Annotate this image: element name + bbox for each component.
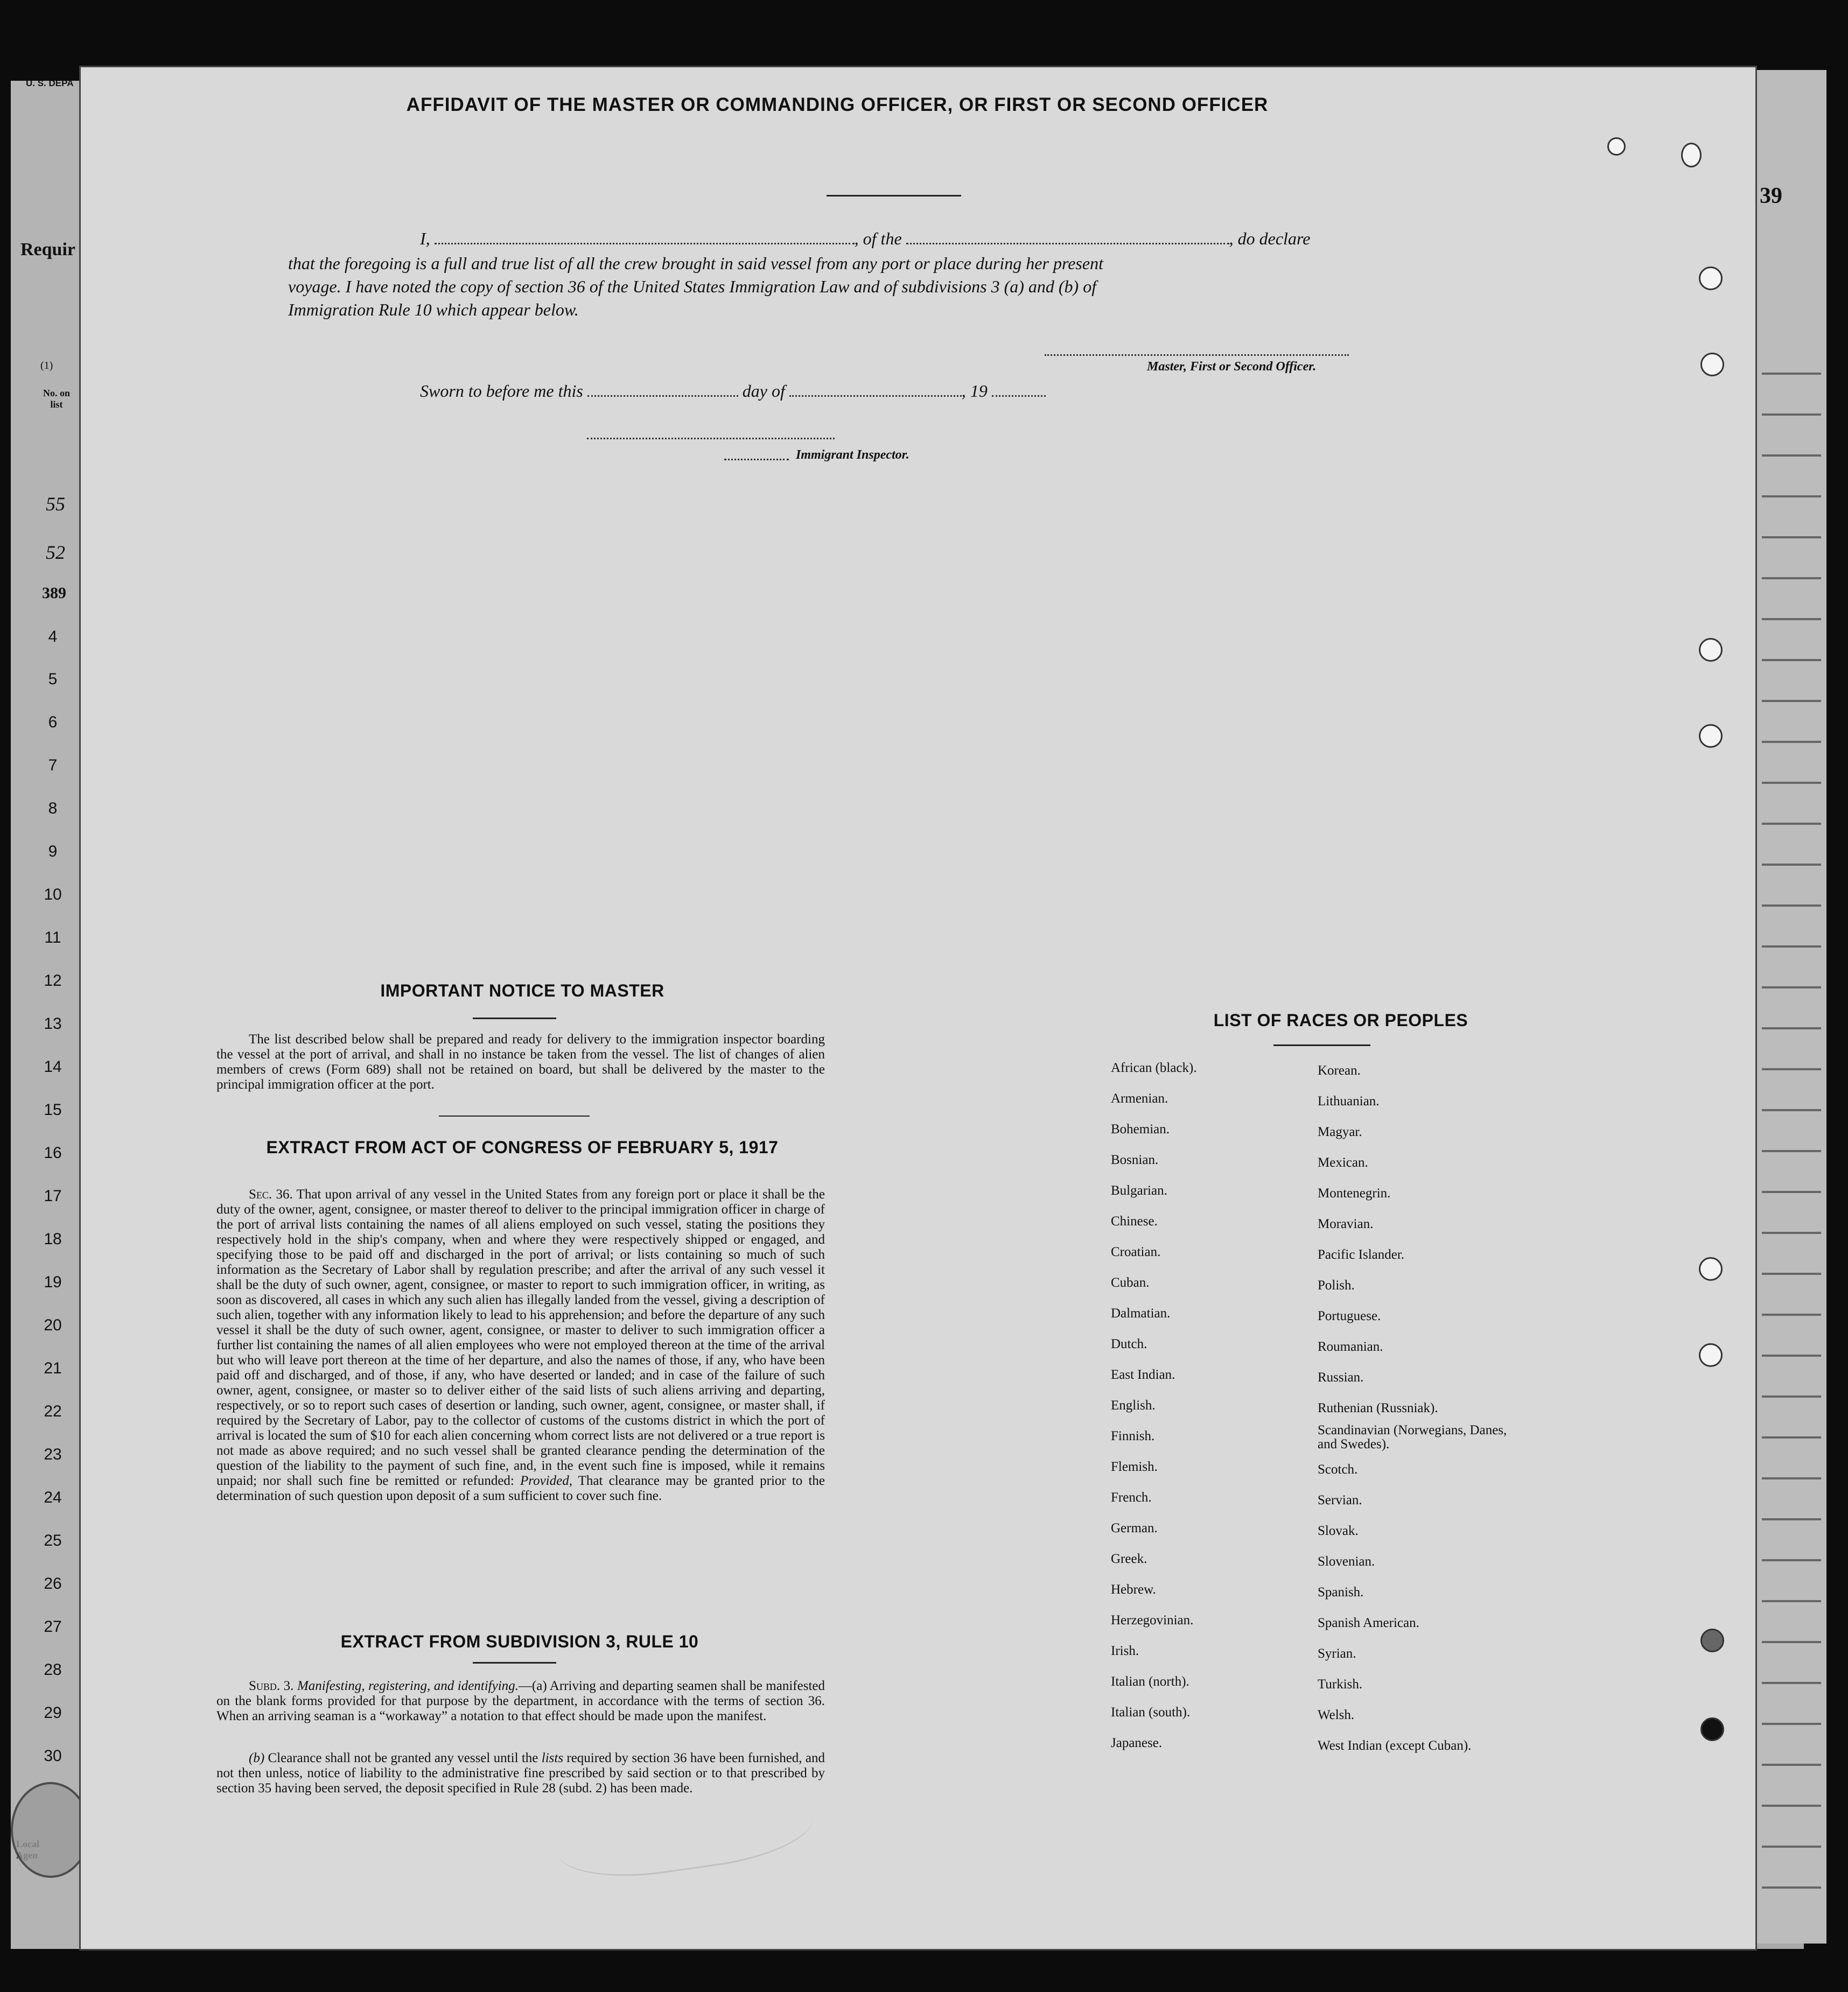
year-blank (992, 383, 1046, 397)
race-item: German. (1111, 1521, 1158, 1535)
race-item: Italian (south). (1111, 1705, 1191, 1720)
act-extract-title: EXTRACT FROM ACT OF CONGRESS OF FEBRUARY 5, 1917 (266, 1138, 779, 1157)
race-item: Moravian. (1318, 1217, 1374, 1231)
notice-title: IMPORTANT NOTICE TO MASTER (380, 981, 664, 1000)
inspector-dots (724, 459, 789, 460)
row-number: 24 (44, 1489, 62, 1506)
row-number: 18 (44, 1230, 62, 1248)
punch-hole (1607, 137, 1626, 156)
race-item: Scotch. (1318, 1462, 1358, 1477)
punch-hole (1699, 638, 1723, 662)
race-item: Spanish American. (1318, 1616, 1419, 1630)
race-item: Chinese. (1111, 1214, 1158, 1229)
affidavit-title: AFFIDAVIT OF THE MASTER OR COMMANDING OFFICER, OR FIRST OR SECOND OFFICER (406, 94, 1269, 115)
handwritten-number-1: 55 (46, 493, 65, 515)
name-blank (435, 231, 855, 244)
race-item: Ruthenian (Russniak). (1318, 1401, 1438, 1415)
punch-hole (1681, 143, 1702, 167)
page-number-fragment: 39 (1760, 184, 1782, 208)
race-item: Irish. (1111, 1644, 1139, 1658)
day-of-label: day of (742, 381, 785, 401)
master-signature-label: Master, First or Second Officer. (1147, 360, 1317, 374)
race-item: Slovenian. (1318, 1554, 1375, 1569)
race-item: Hebrew. (1111, 1582, 1156, 1597)
race-item: Croatian. (1111, 1245, 1161, 1259)
no-on-list-label: No. on list (43, 388, 70, 410)
race-item: Scandinavian (Norwegians, Danes, and Swedes). (1318, 1423, 1507, 1451)
punch-hole (1699, 266, 1723, 290)
rule-title-underline (473, 1662, 556, 1664)
race-item: Bulgarian. (1111, 1183, 1167, 1198)
punch-hole (1700, 1629, 1724, 1652)
row-number: 6 (48, 713, 58, 731)
rule-extract-title: EXTRACT FROM SUBDIVISION 3, RULE 10 (340, 1632, 699, 1651)
race-item: Armenian. (1111, 1091, 1168, 1106)
row-number: 25 (44, 1532, 62, 1549)
punch-hole (1699, 724, 1723, 748)
row-number: 15 (44, 1101, 62, 1119)
notice-title-underline (473, 1018, 556, 1019)
inspector-signature-line (587, 438, 835, 439)
race-item: African (black). (1111, 1061, 1197, 1075)
row-number: 21 (44, 1359, 62, 1377)
race-item: Mexican. (1318, 1155, 1368, 1170)
race-item: Dalmatian. (1111, 1306, 1171, 1321)
race-item: Spanish. (1318, 1585, 1364, 1600)
row-number: 23 (44, 1446, 62, 1463)
row-number: 16 (44, 1144, 62, 1162)
row-number: 22 (44, 1402, 62, 1420)
race-item: West Indian (except Cuban). (1318, 1738, 1472, 1753)
race-item: Finnish. (1111, 1429, 1155, 1443)
row-number: 10 (44, 886, 62, 903)
row-number: 29 (44, 1704, 62, 1722)
race-item: East Indian. (1111, 1367, 1175, 1382)
race-item: English. (1111, 1398, 1156, 1413)
race-item: Montenegrin. (1318, 1186, 1391, 1201)
race-item: French. (1111, 1490, 1152, 1505)
row-number: 7 (48, 756, 58, 774)
form-page (81, 67, 1755, 1949)
row-number: 17 (44, 1187, 62, 1205)
row-number: 13 (44, 1015, 62, 1033)
row-number: 8 (48, 799, 58, 817)
circular-stamp (11, 1782, 90, 1878)
race-item: Dutch. (1111, 1337, 1147, 1351)
act-extract-body: That upon arrival of any vessel in the United States from any foreign port or place it shall be the duty of the owner, agent, consignee, or master thereof to deliver to the principal immigration officer in charge of the port of arrival lists containing the names of all aliens employed on such vessel, stating the positions they respectively hold in the ship's company, when and where they were respectively shipped or engaged, and specifying those to be paid off and discharged in the port of arrival; or lists containing so much of such information as the Secretary of Labor shall by regulation prescribe; and after the arrival of any such vessel it shall be the duty of such owner, agent, consignee, or master to report to such immigration officer, in writing, as soon as discovered, all cases in which any such alien has illegally landed from the vessel, giving a description of such alien, together with any information likely to lead to his apprehension; and before the departure of any such vessel it shall be the duty of such owner, agent, consignee, or master to deliver to such immigration officer a further list containing the names of all alien employees who were not employed thereon at the time of the arrival but who will leave port thereon at the time of her departure, and also the names of those, if any, who have been paid off and discharged, and of those, if any, who have deserted or landed; and in case of the failure of such owner, agent, consignee, or master so to deliver either of the said lists of such aliens arriving and departing, respectively, or so to report such cases of desertion or landing, such owner, agent, consignee, or master shall, if required by the Secretary of Labor, pay to the collector of customs of the customs district in which the port of arrival is located the sum of $10 for each alien concerning whom correct lists are not delivered or a true report is not made as above required; and no such vessel shall be granted clearance pending the determination of the question of the liability to the payment of such fine, and, in the event such fine is imposed, while it remains unpaid; nor shall such fine be remitted or refunded: (216, 1187, 825, 1488)
para-b-label: (b) (249, 1751, 265, 1765)
master-signature-line (1045, 354, 1349, 356)
race-item: Syrian. (1318, 1646, 1356, 1661)
row-number: 30 (44, 1747, 62, 1765)
punch-hole (1700, 1717, 1724, 1741)
inspector-label: Immigrant Inspector. (796, 448, 909, 462)
affidavit-line-2: that the foregoing is a full and true list of all the crew brought in said vessel from any port or place during her present (288, 254, 1103, 273)
race-item: Slovak. (1318, 1524, 1359, 1538)
handwritten-number-2: 52 (46, 542, 65, 563)
affidavit-line-1 (288, 227, 1319, 250)
underlying-ruled-lines (1762, 334, 1821, 1922)
punch-hole (1699, 1343, 1723, 1367)
sworn-line (420, 380, 1120, 403)
races-title-underline (1273, 1044, 1370, 1046)
rule-para-a-body: —(a) Arriving and departing seamen shall be manifested on the blank forms provided for that purpose by the department, in accordance with the terms of section 36. When an arriving seaman is a “workaway” a notation to that effect should be made upon the manifest. (216, 1679, 825, 1723)
row-number: 5 (48, 670, 58, 688)
row-number: 4 (48, 628, 58, 646)
row-number: 20 (44, 1316, 62, 1334)
row-number: 12 (44, 972, 62, 990)
race-item: Herzegovinian. (1111, 1613, 1194, 1628)
vessel-blank (906, 231, 1229, 244)
race-item: Polish. (1318, 1278, 1355, 1293)
row-number: 27 (44, 1618, 62, 1636)
dept-fragment: U. S. DEPA (26, 78, 74, 88)
punch-hole (1699, 1257, 1723, 1281)
race-item: Cuban. (1111, 1275, 1150, 1290)
race-item: Welsh. (1318, 1708, 1355, 1722)
race-item: Turkish. (1318, 1677, 1363, 1692)
act-extract-end: That clearance may be granted prior to the determination of such question upon deposit of a sum sufficient to cover such fine. (216, 1474, 825, 1503)
subd-heading: Manifesting, registering, and identifying. (297, 1679, 519, 1693)
race-item: Russian. (1318, 1370, 1364, 1385)
lists-word: lists (541, 1751, 564, 1765)
subd-3-label: Subd. 3. (249, 1679, 294, 1693)
row-number: 28 (44, 1661, 62, 1679)
sworn-prefix: Sworn to before me this (420, 381, 583, 401)
of-the-label: , of the (854, 229, 902, 248)
race-item: Italian (north). (1111, 1674, 1189, 1689)
requir-fragment: Requir (20, 240, 75, 259)
race-item: Greek. (1111, 1552, 1147, 1566)
affidavit-i-label: I, (420, 229, 430, 248)
column-number-label: (1) (40, 360, 53, 371)
race-item: Japanese. (1111, 1736, 1163, 1750)
affidavit-line-3: voyage. I have noted the copy of section 36 of the United States Immigration Law and of subdivisions 3 (a) and (b) of (288, 277, 1097, 296)
rule-para-a (216, 1679, 825, 1724)
rule-para-b-part-2: required by section 36 have been furnished, and not then unless, notice of liability to the administrative fine prescribed by said section or to that prescribed by section 35 having been served, the deposit specified in Rule 28 (subd. 2) has been made. (216, 1751, 825, 1795)
race-item: Portuguese. (1318, 1309, 1381, 1323)
rule-para-b-part-1: Clearance shall not be granted any vessel until the (264, 1751, 542, 1765)
title-underline (827, 195, 961, 197)
year-label: , 19 (961, 381, 988, 401)
day-blank (587, 383, 738, 397)
row-number: 14 (44, 1058, 62, 1076)
race-item: Lithuanian. (1318, 1094, 1380, 1109)
sec-36-label: Sec. 36. (249, 1187, 293, 1202)
month-blank (789, 383, 962, 397)
race-item: Bohemian. (1111, 1122, 1170, 1137)
act-extract-text (216, 1187, 825, 1504)
punch-hole (1700, 353, 1724, 376)
row-number: 9 (48, 843, 58, 860)
race-item: Roumanian. (1318, 1339, 1383, 1354)
notice-divider (439, 1116, 590, 1117)
race-item: Flemish. (1111, 1460, 1158, 1474)
row-number: 26 (44, 1575, 62, 1593)
affidavit-line-4: Immigration Rule 10 which appear below. (288, 300, 579, 319)
races-title: LIST OF RACES OR PEOPLES (1213, 1011, 1468, 1030)
row-number: 19 (44, 1273, 62, 1291)
race-item: Magyar. (1318, 1125, 1362, 1139)
do-declare-label: , do declare (1229, 229, 1311, 248)
race-item: Pacific Islander. (1318, 1247, 1405, 1262)
handwritten-number-3: 389 (42, 584, 66, 602)
provided-word: Provided, (520, 1474, 572, 1488)
race-item: Korean. (1318, 1063, 1361, 1078)
race-item: Servian. (1318, 1493, 1362, 1507)
row-number: 11 (44, 929, 61, 946)
notice-text: The list described below shall be prepared and ready for delivery to the immigration inspector boarding the vessel at the port of arrival, and shall in no instance be taken from the vessel. The list of changes of alien members of crews (Form 689) shall not be retained on board, but shall be delivered by the master to the principal immigration officer at the port. (216, 1032, 825, 1092)
race-item: Bosnian. (1111, 1153, 1159, 1167)
